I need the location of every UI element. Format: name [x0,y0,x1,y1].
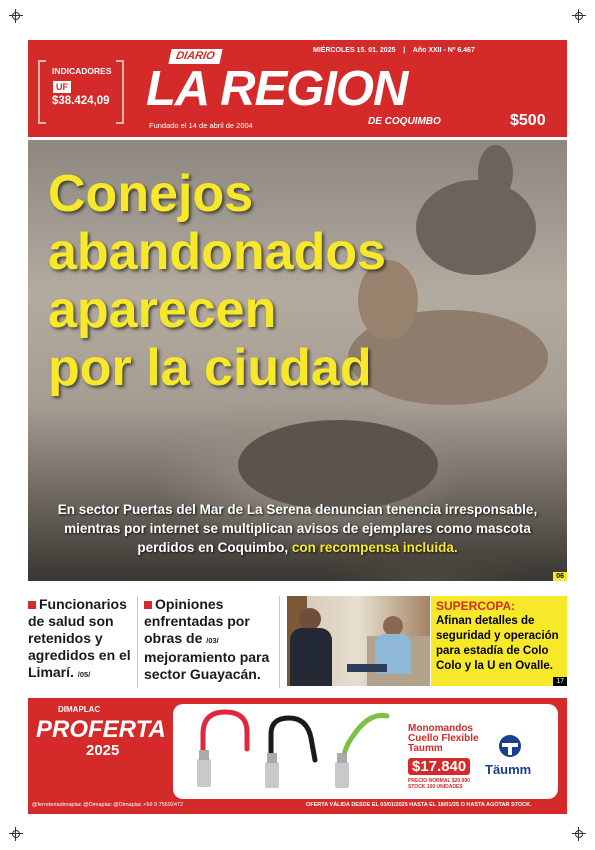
indicators-box [38,60,124,124]
bracket-right [116,60,124,124]
crop-mark [9,9,23,23]
diario-label: DIARIO [168,49,222,64]
faucet-black [265,718,315,788]
faucets-illustration [173,704,398,799]
cover-price: $500 [510,112,546,129]
headline-line: por la ciudad [48,339,372,397]
page-ref: 17 [553,677,567,686]
advertisement[interactable] [28,698,567,814]
issue-date: MIÉRCOLES 15. 01. 2025 [313,47,396,54]
edition-number: Año XXII - Nº 6.467 [412,47,475,54]
issue-date-line [313,47,475,54]
supercopa-photo [287,596,430,686]
crop-mark [572,827,586,841]
indicators-label: INDICADORES [52,66,112,76]
masthead [28,40,567,137]
bracket-left [38,60,46,124]
ad-price: $17.840 [408,758,470,775]
page-ref: 06 [553,572,567,581]
page-ref: /03/ [206,636,219,645]
subhead-text: En sector Puertas del Mar de La Serena denuncian tenencia irresponsable, mientras por internet se multiplican avisos de ejemplares como mascota perdidos en Coquimbo, [57,502,538,555]
story-text: Funcionarios de salud son retenidos y agredidos en el Limarí. [28,596,131,680]
lead-photo [28,140,567,581]
ad-legal: OFERTA VÁLIDA DESDE EL 03/01/2025 HASTA EL 18/01/25 O HASTA AGOTAR STOCK. [306,802,532,808]
headline-line: aparecen [48,281,277,339]
lead-headline [48,165,386,397]
ad-promo: PROFERTA [36,716,166,743]
taumm-logo-icon [498,734,522,758]
subhead-highlight: con recompensa incluida. [291,540,458,555]
date-separator: | [403,47,406,54]
person-right [383,616,403,636]
newspaper-logo: LA REGION [146,62,408,116]
supercopa-box[interactable] [431,596,567,686]
bullet-square [144,601,152,609]
ad-product-name: Monomandos Cuello Flexible Taumm [408,723,479,754]
headline-line: abandonados [48,223,387,281]
person-left-body [290,628,332,686]
uf-value: $38.424,09 [52,95,110,107]
ad-normal-price [408,778,470,790]
person-left [299,608,321,630]
ad-stock: STOCK 100 UNIDADES [408,784,463,790]
rabbit-shape [416,180,536,275]
founded-date: Fundado el 14 de abril de 2004 [149,121,253,130]
lead-subhead [38,500,557,557]
ad-year: 2025 [86,742,120,759]
normal-price-label: PRECIO NORMAL [408,778,451,784]
ad-product-card [173,704,558,799]
crop-mark [572,9,586,23]
bullet-square [28,601,36,609]
headline-line: Conejos [48,165,254,223]
normal-price-value: $20.990 [451,778,470,784]
supercopa-body: Afinan detalles de seguridad y operación para estadía de Colo Colo y la U en Ovalle. [436,615,559,672]
faucet-red [197,712,247,787]
ad-brand: DIMAPLAC [58,705,101,714]
story-salud[interactable] [28,596,138,683]
story-guayacan[interactable] [144,596,274,683]
column-divider [137,596,138,688]
uf-label: UF [53,81,71,93]
person-right-legs [347,664,387,672]
crop-mark [9,827,23,841]
story-text: Opiniones enfrentadas por obras de [144,596,250,646]
faucet-green [335,715,387,788]
page-ref: /05/ [77,670,91,679]
column-divider [279,596,280,688]
rabbit-shape [478,145,513,200]
story-text-cont: mejoramiento para sector Guayacán. [144,649,270,682]
ad-social: @ferreteriadimaplac @Dimaplac @Dimaplac +56 9 75592472 [32,802,184,808]
supercopa-title: SUPERCOPA: [436,599,516,613]
rabbit-shape [238,420,438,510]
logo-place: DE COQUIMBO [368,116,441,127]
taumm-logo: Täumm [485,762,532,777]
